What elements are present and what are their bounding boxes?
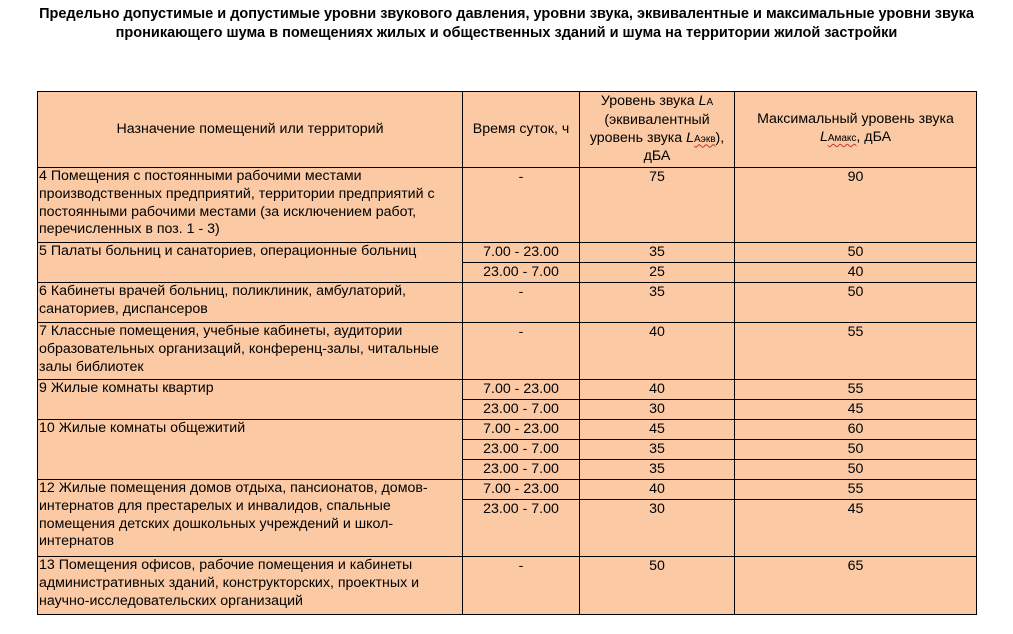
row-level: 25: [580, 262, 734, 282]
row-name: 6 Кабинеты врачей больниц, поликлиник, амбулаторий, санаториев, диспансеров: [38, 283, 463, 323]
row-level-cell: [580, 480, 735, 557]
header-time: Время суток, ч: [463, 92, 580, 168]
row-level-cell: [580, 168, 735, 243]
row-max-level-cell: [735, 557, 977, 615]
row-time: -: [518, 558, 524, 574]
table-row: [38, 380, 977, 420]
row-level: 35: [649, 284, 665, 300]
row-max-level: 55: [847, 481, 864, 497]
row-time-cell: [463, 323, 580, 380]
row-level: 40: [649, 481, 665, 497]
row-time: -: [518, 324, 524, 340]
table-row: [38, 323, 977, 380]
row-name: 9 Жилые комнаты квартир: [38, 380, 463, 420]
row-max-level: 50: [847, 244, 864, 260]
row-level-cell: [580, 380, 735, 420]
row-time: 23.00 - 7.00: [463, 262, 579, 282]
row-max-level-cell: [735, 283, 977, 323]
row-name: 10 Жилые комнаты общежитий: [38, 420, 463, 480]
row-max-level: 90: [847, 169, 864, 185]
row-level-cell: [580, 323, 735, 380]
row-max-level: 50: [735, 459, 976, 479]
table-header-row: [38, 92, 977, 168]
row-name: 13 Помещения офисов, рабочие помещения и кабинеты административных зданий, конструкторских, проектных и научно-исследовательских организаций: [38, 557, 463, 615]
row-time-cell: [463, 557, 580, 615]
row-level: 45: [649, 421, 665, 437]
row-time: 23.00 - 7.00: [463, 499, 579, 519]
row-level: 30: [580, 399, 734, 419]
row-max-level: 45: [735, 499, 976, 519]
row-time: -: [518, 284, 524, 300]
row-time-cell: [463, 168, 580, 243]
row-time-cell: [463, 380, 580, 420]
document-title: Предельно допустимые и допустимые уровни звукового давления, уровни звука, эквивалентные и максимальные уровни звука проникающего шума в помещениях жилых и общественных зданий и шума на территории жилой застройки: [39, 6, 974, 41]
row-time: 7.00 - 23.00: [483, 421, 559, 437]
header-max-level: Максимальный уровень звука LAмакс, дБА: [735, 92, 977, 168]
row-level: 50: [649, 558, 665, 574]
table-row: [38, 480, 977, 557]
row-max-level: 55: [847, 381, 864, 397]
row-time: 23.00 - 7.00: [463, 399, 579, 419]
row-time: 7.00 - 23.00: [483, 481, 559, 497]
row-level-cell: [580, 283, 735, 323]
row-time: 23.00 - 7.00: [463, 459, 579, 479]
row-max-level-cell: [735, 243, 977, 283]
header-name: Назначение помещений или территорий: [38, 92, 463, 168]
row-level: 40: [649, 381, 665, 397]
row-level: 75: [649, 169, 665, 185]
row-max-level: 65: [847, 558, 864, 574]
row-level: 40: [649, 324, 665, 340]
table-row: [38, 557, 977, 615]
row-level: 35: [580, 439, 734, 459]
row-max-level: 40: [735, 262, 976, 282]
row-level: 35: [580, 459, 734, 479]
row-time-cell: [463, 243, 580, 283]
row-time: 7.00 - 23.00: [483, 244, 559, 260]
row-level-cell: [580, 420, 735, 480]
table-body: [38, 168, 977, 615]
row-name: 7 Классные помещения, учебные кабинеты, аудитории образовательных организаций, конференц-залы, читальные залы библиотек: [38, 323, 463, 380]
row-time-cell: [463, 420, 580, 480]
row-time: -: [518, 169, 524, 185]
row-max-level-cell: [735, 420, 977, 480]
row-level-cell: [580, 243, 735, 283]
row-name: 12 Жилые помещения домов отдыха, пансионатов, домов-интернатов для престарелых и инвалидов, спальные помещения детских дошкольных учреждений и школ-интернатов: [38, 480, 463, 557]
table-row: [38, 283, 977, 323]
row-time: 7.00 - 23.00: [483, 381, 559, 397]
row-level: 35: [649, 244, 665, 260]
row-name: 5 Палаты больниц и санаториев, операционные больниц: [38, 243, 463, 283]
row-max-level: 50: [847, 284, 864, 300]
row-level: 30: [580, 499, 734, 519]
row-max-level-cell: [735, 168, 977, 243]
row-name: 4 Помещения с постоянными рабочими местами производственных предприятий, территории предприятий с постоянными рабочими местами (за исключением работ, перечисленных в поз. 1 - 3): [38, 168, 463, 243]
row-max-level-cell: [735, 323, 977, 380]
row-max-level: 55: [847, 324, 864, 340]
row-max-level: 50: [735, 439, 976, 459]
row-max-level: 45: [735, 399, 976, 419]
row-level-cell: [580, 557, 735, 615]
row-max-level-cell: [735, 480, 977, 557]
row-time-cell: [463, 480, 580, 557]
noise-levels-table: [37, 91, 977, 615]
header-level: Уровень звука LA (эквивалентный уровень звука LAэкв), дБА: [580, 92, 735, 168]
row-max-level-cell: [735, 380, 977, 420]
row-max-level: 60: [847, 421, 864, 437]
table-row: [38, 420, 977, 480]
table-row: [38, 243, 977, 283]
table-row: [38, 168, 977, 243]
row-time: 23.00 - 7.00: [463, 439, 579, 459]
row-time-cell: [463, 283, 580, 323]
